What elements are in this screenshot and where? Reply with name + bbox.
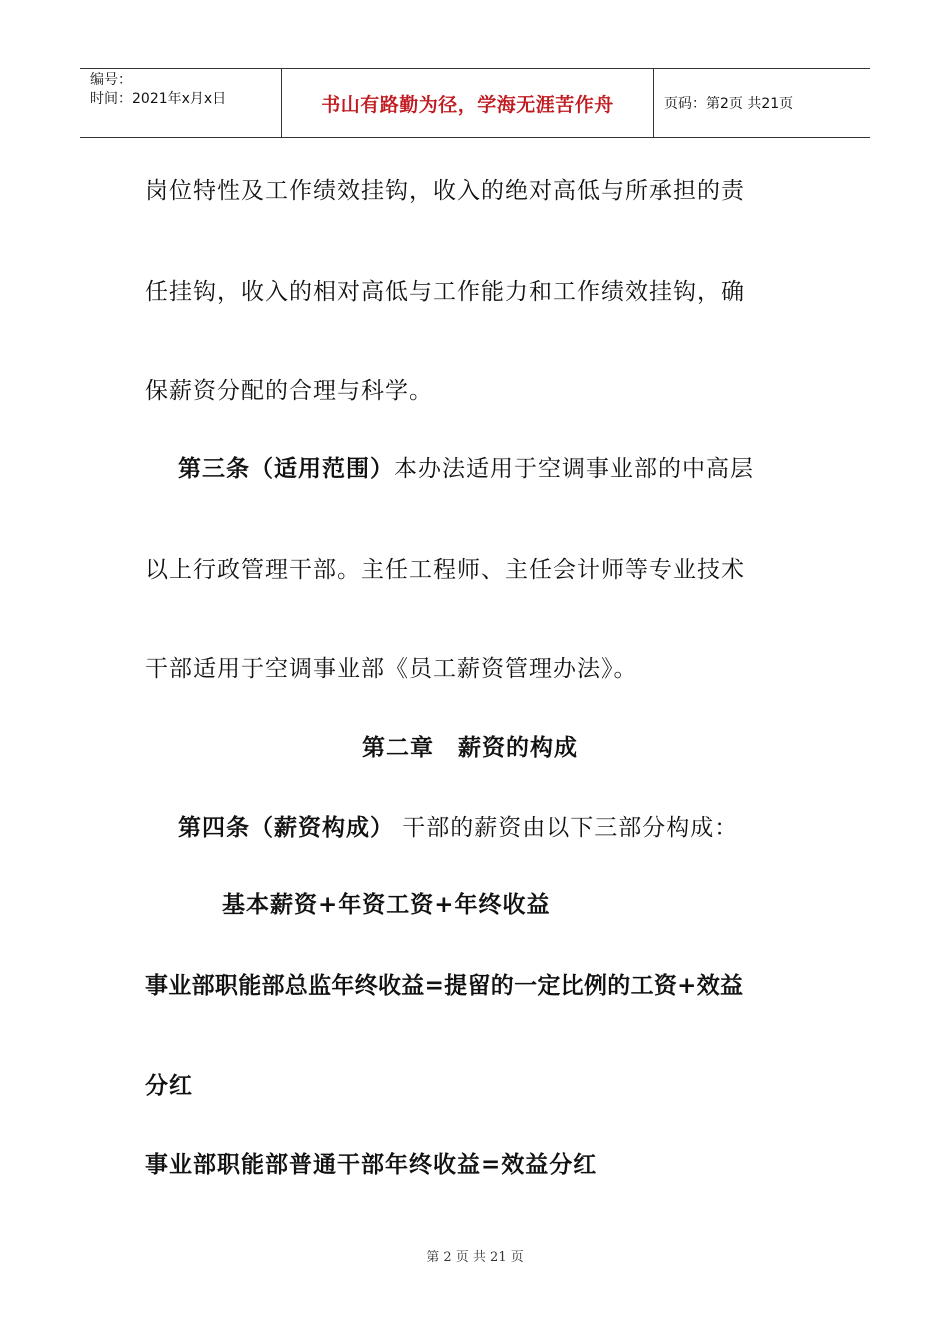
article-4-text: 干部的薪资由以下三部分构成： [394,815,739,841]
chapter-title: 第二章 薪资的构成 [362,735,578,761]
header-page-cell [654,69,870,137]
article-3-text: 本办法适用于空调事业部的中高层 [394,456,754,482]
body-line-1: 岗位特性及工作绩效挂钩，收入的绝对高低与所承担的责 [145,178,745,204]
salary-formula: 基本薪资+年资工资+年终收益 [222,892,551,918]
staff-income-line: 事业部职能部普通干部年终收益=效益分红 [145,1152,598,1178]
article-3-line-3: 干部适用于空调事业部《员工薪资管理办法》。 [145,656,638,682]
document-number-label: 编号： [90,72,132,88]
article-3-heading: 第三条（适用范围） [178,456,394,482]
header-page-info: 页码：第2页 共21页 [664,96,794,112]
header-left-cell [80,69,282,137]
page-header [80,68,870,138]
header-motto: 书山有路勤为径，学海无涯苦作舟 [321,93,614,116]
document-time-label: 时间：2021年x月x日 [90,91,227,107]
article-3-line-2: 以上行政管理干部。主任工程师、主任会计师等专业技术 [145,557,745,583]
page-footer: 第 2 页 共 21 页 [426,1250,524,1265]
body-line-2: 任挂钩，收入的相对高低与工作能力和工作绩效挂钩，确 [145,279,745,305]
header-motto-cell [282,69,654,137]
body-line-3: 保薪资分配的合理与科学。 [145,378,433,404]
article-4-heading: 第四条（薪资构成） [178,815,394,841]
director-income-line-1: 事业部职能部总监年终收益=提留的一定比例的工资+效益 [145,973,744,999]
article-3-paragraph [178,454,754,484]
director-income-line-2: 分红 [145,1073,193,1099]
article-4-paragraph [178,813,738,843]
